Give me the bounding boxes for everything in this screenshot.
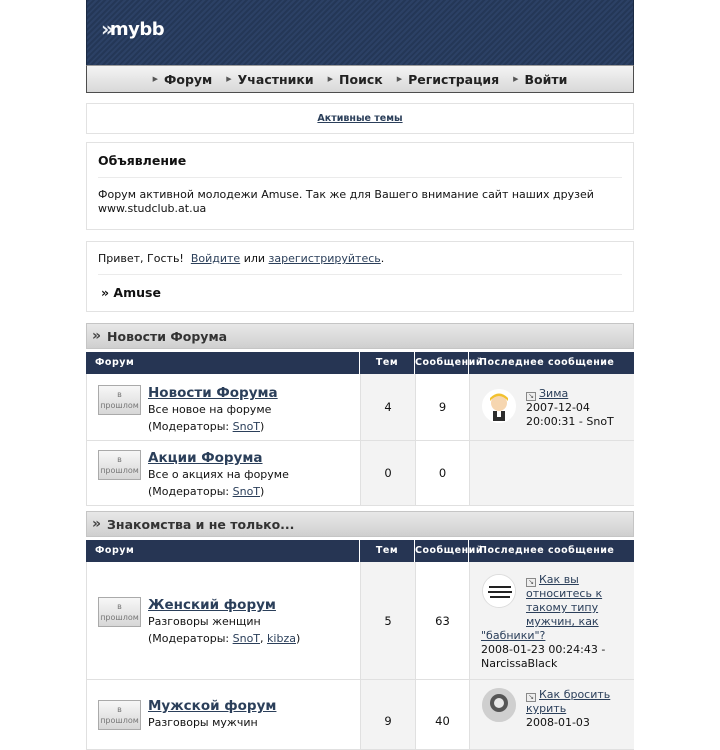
forum-status-icon: в прошлом: [98, 450, 141, 480]
forum-moderators: [148, 418, 356, 435]
last-post-link[interactable]: относитесь к: [526, 587, 603, 600]
category-header-news[interactable]: [86, 323, 634, 349]
active-topics-link[interactable]: Активные темы: [317, 113, 403, 124]
forum-title-link[interactable]: Новости Форума: [148, 385, 278, 401]
last-post-link[interactable]: Зима: [539, 387, 569, 400]
last-post-link[interactable]: Как вы: [539, 573, 579, 586]
forum-row: [86, 562, 634, 680]
mod-close: ): [295, 632, 301, 645]
nav-forum[interactable]: [153, 72, 213, 87]
greeting-text: Привет, Гость!: [98, 252, 184, 265]
forum-row: [86, 441, 634, 506]
nav-register[interactable]: [397, 72, 499, 87]
period-text: .: [380, 252, 385, 265]
forum-cell: [87, 562, 361, 679]
forum-description: Все новое на форуме: [148, 403, 272, 416]
breadcrumb[interactable]: » Amuse: [101, 285, 161, 300]
col-topics: Тем: [360, 540, 415, 562]
last-post-time-author: 20:00:31 - SnoT: [526, 415, 614, 428]
logo-text: mybb: [109, 18, 165, 40]
divider: [98, 177, 622, 178]
forum-description: Все о акциях на форуме: [148, 468, 289, 481]
last-post-cell: [470, 374, 634, 440]
col-last-post: Последнее сообщение: [479, 545, 615, 556]
forum-status-icon: в прошлом: [98, 597, 141, 627]
moderator-link[interactable]: kibza: [267, 632, 296, 645]
nav-label: Участники: [237, 71, 314, 87]
moderator-link[interactable]: SnoT: [232, 485, 261, 498]
avatar[interactable]: [482, 574, 516, 608]
moderator-link[interactable]: SnoT: [232, 632, 261, 645]
announcement-title: Объявление: [98, 153, 187, 168]
col-last-post: Последнее сообщение: [479, 357, 615, 368]
last-post-cell: [470, 680, 634, 749]
forum-description: Разговоры мужчин: [148, 716, 258, 729]
col-forum: Форум: [86, 540, 360, 562]
last-post-link[interactable]: курить: [526, 702, 567, 715]
register-link[interactable]: зарегистрируйтесь: [268, 252, 381, 265]
forum-info: [148, 698, 356, 731]
col-topics: Тем: [360, 352, 415, 374]
mod-label: (Модераторы:: [148, 420, 230, 433]
forum-info: [148, 385, 356, 435]
topics-count: 0: [361, 441, 416, 505]
last-post-info: [526, 387, 630, 429]
announcement-text: [98, 188, 622, 216]
forum-moderators: [148, 483, 356, 500]
last-post-cell: [470, 441, 634, 505]
last-post-date: 2007-12-04: [526, 401, 590, 414]
mod-close: ): [260, 485, 265, 498]
double-chevron-icon: »: [92, 516, 102, 532]
posts-count: 40: [416, 680, 470, 749]
forum-description: Разговоры женщин: [148, 615, 261, 628]
forum-row: [86, 680, 634, 750]
forum-title-link[interactable]: Женский форум: [148, 597, 276, 613]
moderator-link[interactable]: SnoT: [232, 420, 261, 433]
col-posts: Сообщений: [415, 352, 469, 374]
announcement-box: [86, 142, 634, 230]
mod-label: (Модераторы:: [148, 485, 230, 498]
nav-label: Войти: [524, 71, 568, 87]
divider: [98, 274, 622, 275]
triangle-right-icon: ▶: [396, 75, 403, 83]
col-forum: Форум: [86, 352, 360, 374]
posts-count: 0: [416, 441, 470, 505]
category-title: Знакомства и не только...: [107, 516, 295, 532]
mod-close: ): [260, 420, 265, 433]
nav-search[interactable]: [328, 72, 383, 87]
last-post-date: 2008-01-03: [526, 716, 590, 729]
mybb-logo[interactable]: [101, 16, 164, 42]
triangle-right-icon: ▶: [327, 75, 334, 83]
nav-login[interactable]: [513, 72, 567, 87]
last-post-info: [526, 688, 630, 730]
last-post-info: [481, 629, 630, 671]
last-post-link[interactable]: мужчин, как: [526, 615, 599, 628]
last-post-cell: [470, 562, 634, 679]
col-posts: Сообщений: [415, 540, 469, 562]
forum-info: [148, 597, 356, 647]
main-navbar: [86, 65, 634, 93]
last-post-date: 2008-01-23 00:24:43 -: [481, 643, 606, 656]
forum-status-icon: в прошлом: [98, 385, 141, 415]
category-header-dating[interactable]: [86, 511, 634, 537]
triangle-right-icon: ▶: [152, 75, 158, 83]
post-arrow-icon: ↘: [526, 578, 536, 587]
announcement-line: Форум активной молодежи Amuse. Так же для Вашего внимание сайт наших друзей: [98, 188, 594, 201]
last-post-link[interactable]: Как бросить: [539, 688, 611, 701]
topics-count: 9: [361, 680, 416, 749]
welcome-line: [98, 252, 622, 265]
post-arrow-icon: ↘: [526, 392, 536, 401]
forum-status-icon: в прошлом: [98, 700, 141, 730]
table-header: [86, 352, 634, 374]
last-post-link[interactable]: "бабники"?: [481, 629, 546, 642]
forum-cell: [87, 680, 361, 749]
nav-label: Поиск: [339, 71, 383, 87]
forum-cell: [87, 374, 361, 440]
active-topics-bar: [86, 103, 634, 134]
forum-title-link[interactable]: Мужской форум: [148, 698, 277, 714]
announcement-line: www.studclub.at.ua: [98, 202, 207, 215]
forum-title-link[interactable]: Акции Форума: [148, 450, 263, 466]
triangle-right-icon: ▶: [513, 75, 519, 83]
welcome-box: [86, 241, 634, 312]
or-text: или: [243, 252, 266, 265]
table-header: [86, 540, 634, 562]
topics-count: 5: [361, 562, 416, 679]
last-post-info: [526, 573, 630, 629]
avatar[interactable]: [482, 389, 516, 423]
posts-count: 63: [416, 562, 470, 679]
avatar[interactable]: [482, 688, 516, 722]
forum-row: [86, 374, 634, 441]
post-arrow-icon: ↘: [526, 693, 536, 702]
mod-label: (Модераторы:: [148, 632, 230, 645]
login-link[interactable]: Войдите: [190, 252, 241, 265]
forum-cell: [87, 441, 361, 505]
site-header: [86, 0, 634, 65]
last-post-link[interactable]: такому типу: [526, 601, 599, 614]
nav-label: Форум: [163, 71, 213, 87]
nav-members[interactable]: [226, 72, 313, 87]
forum-info: [148, 450, 356, 500]
forum-moderators: (Модераторы: SnoT, kibza): [148, 632, 301, 645]
topics-count: 4: [361, 374, 416, 440]
double-chevron-icon: »: [92, 328, 102, 344]
last-post-author: NarcissaBlack: [481, 657, 558, 670]
nav-label: Регистрация: [408, 71, 500, 87]
posts-count: 9: [416, 374, 470, 440]
category-title: Новости Форума: [107, 328, 228, 344]
logo-chevron-icon: »: [101, 17, 108, 41]
triangle-right-icon: ▶: [226, 75, 232, 83]
